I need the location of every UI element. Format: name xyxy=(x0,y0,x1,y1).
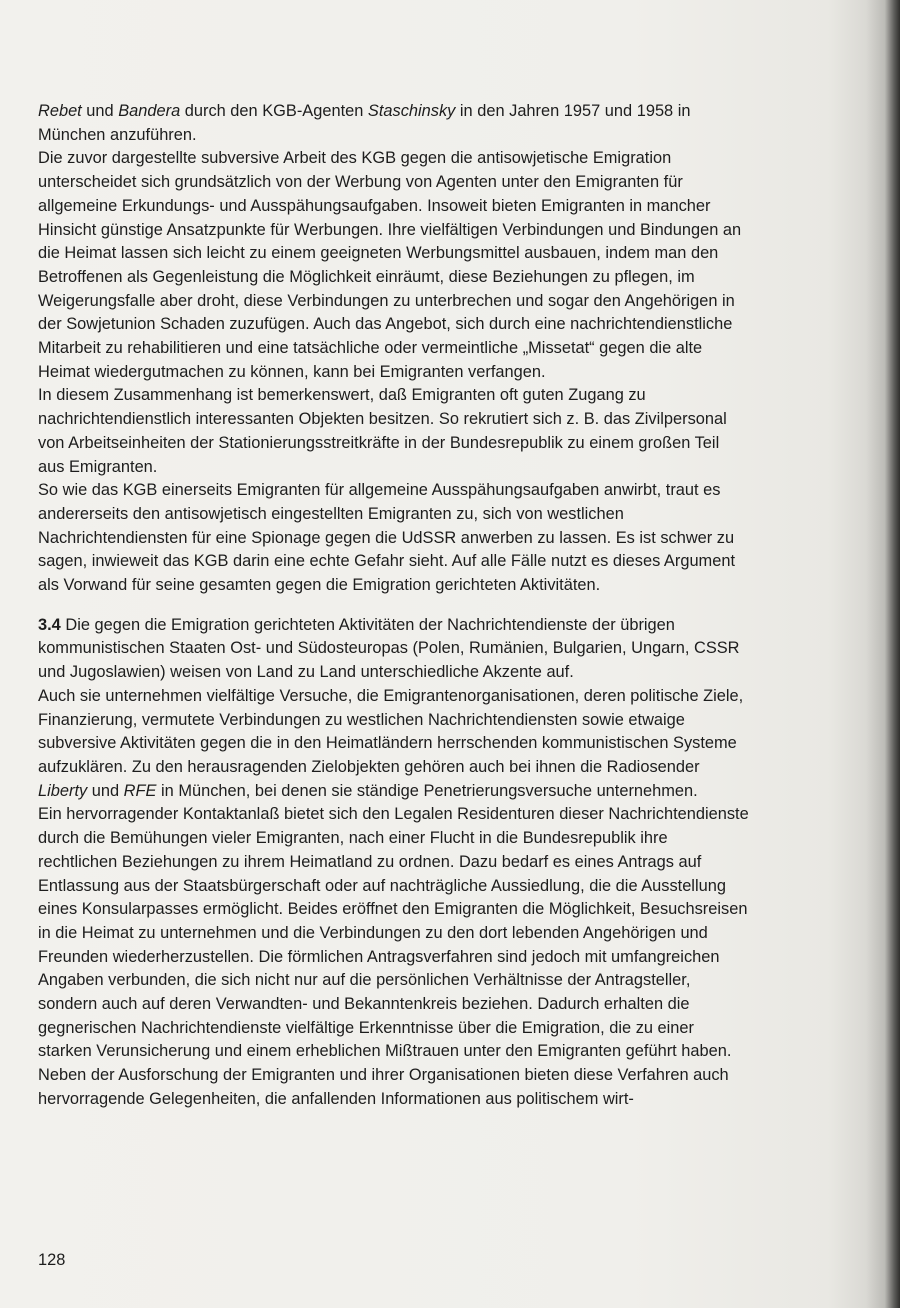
paragraph-1 xyxy=(38,100,750,147)
text-run: Die gegen die Emigration gerichteten Aktivitäten der Nachrichtendienste der übrigen kommunistischen Staaten Ost- und Südosteuropas (Polen, Rumänien, Bulgarien, Ungarn, CSSR und Jugoslawien) weisen von Land zu Land unterschiedliche Akzente auf. xyxy=(38,615,740,682)
section-3-4-paragraph xyxy=(38,614,750,685)
page-number: 128 xyxy=(38,1251,66,1269)
text-run: So wie das KGB einerseits Emigranten für allgemeine Ausspähungsaufgaben anwirbt, traut es andererseits den antisowjetisch eingestellten Emigranten zu, sich von westlichen Nachrichtendiensten für eine Spionage gegen die UdSSR anwerben zu lassen. Es ist schwer zu sagen, inwieweit das KGB darin eine echte Gefahr sieht. Auf alle Fälle nutzt es dieses Argument als Vorwand für seine gesamten gegen die Emigration gerichteten Aktivitäten. xyxy=(38,481,735,595)
text-run: und xyxy=(87,781,124,800)
text-run: in München, bei denen sie ständige Penetrierungsversuche unternehmen. xyxy=(156,781,698,800)
text-run: In diesem Zusammenhang ist bemerkenswert, daß Emigranten oft guten Zugang zu nachrichtendienstlich interessanten Objekten besitzen. So rekrutiert sich z. B. das Zivilpersonal von Arbeitseinheiten der Stationierungsstreitkräfte in der Bundesrepublik zu einem großen Teil aus Emigranten. xyxy=(38,386,727,476)
text-run: Auch sie unternehmen vielfältige Versuche, die Emigrantenorganisationen, deren politische Ziele, Finanzierung, vermutete Verbindungen zu westlichen Nachrichtendiensten sowie etwaige subversive Aktivitäten gegen die in den Heimatländern herrschenden kommunistischen Systeme aufzuklären. Zu den herausragenden Zielobjekten gehören auch bei ihnen die Radiosender xyxy=(38,686,744,776)
book-binding-shadow xyxy=(866,0,900,1308)
paragraph-3 xyxy=(38,384,750,479)
paragraph-2 xyxy=(38,147,750,384)
body-text xyxy=(38,100,750,1112)
paragraph-6 xyxy=(38,685,750,804)
text-run: Ein hervorragender Kontaktanlaß bietet sich den Legalen Residenturen dieser Nachrichtendienste durch die Bemühungen vieler Emigranten, nach einer Flucht in die Bundesrepublik ihre rechtlichen Beziehungen zu ihrem Heimatland zu ordnen. Dazu bedarf es eines Antrags auf Entlassung aus der Staatsbürgerschaft oder auf nachträgliche Aussiedlung, die die Ausstellung eines Konsularpasses ermöglicht. Beides eröffnet den Emigranten die Möglichkeit, Besuchsreisen in die Heimat zu unternehmen und die Verbindungen zu den dort lebenden Angehörigen und Freunden wiederherzustellen. Die förmlichen Antragsverfahren sind jedoch mit umfangreichen Angaben verbunden, die sich nicht nur auf die persönlichen Verhältnisse der Antragsteller, sondern auch auf deren Verwandten- und Bekanntenkreis beziehen. Dadurch erhalten die gegnerischen Nachrichtendienste vielfältige Erkenntnisse über die Emigration, die zu einer starken Verunsicherung und einem erheblichen Mißtrauen unter den Emigranten geführt haben. Neben der Ausforschung der Emigranten und ihrer Organisationen bieten diese Verfahren auch hervorragende Gelegenheiten, die anfallenden Informationen aus politischem wirt- xyxy=(38,805,749,1108)
italic-name: Staschinsky xyxy=(367,102,456,120)
section-number: 3.4 xyxy=(38,615,61,634)
italic-name: Liberty xyxy=(38,781,88,800)
italic-name: RFE xyxy=(123,781,157,800)
italic-name: Rebet xyxy=(38,102,82,120)
text-run: in den Jahren 1957 und 1958 in München anzuführen. xyxy=(38,102,691,144)
italic-name: Bandera xyxy=(118,102,181,120)
paragraph-4 xyxy=(38,479,750,598)
paragraph-7 xyxy=(38,803,750,1111)
text-run: durch den KGB-Agenten xyxy=(180,102,368,120)
text-run: und xyxy=(81,102,119,120)
text-run: Die zuvor dargestellte subversive Arbeit des KGB gegen die antisowjetische Emigration unterscheidet sich grundsätzlich von der Werbung von Agenten unter den Emigranten für allgemeine Erkundungs- und Ausspähungsaufgaben. Insoweit bieten Emigranten in mancher Hinsicht günstige Ansatzpunkte für Werbungen. Ihre vielfältigen Verbindungen und Bindungen an die Heimat lassen sich leicht zu einem geeigneten Werbungsmittel ausbauen, indem man den Betroffenen als Gegenleistung die Möglichkeit einräumt, diese Beziehungen zu pflegen, im Weigerungsfalle aber droht, diese Verbindungen zu unterbrechen und sogar den Angehörigen in der Sowjetunion Schaden zuzufügen. Auch das Angebot, sich durch eine nachrichtendienstliche Mitarbeit zu rehabilitieren und eine tatsächliche oder vermeintliche „Missetat“ gegen die alte Heimat wiedergutmachen zu können, kann bei Emigranten verfangen. xyxy=(38,149,742,381)
